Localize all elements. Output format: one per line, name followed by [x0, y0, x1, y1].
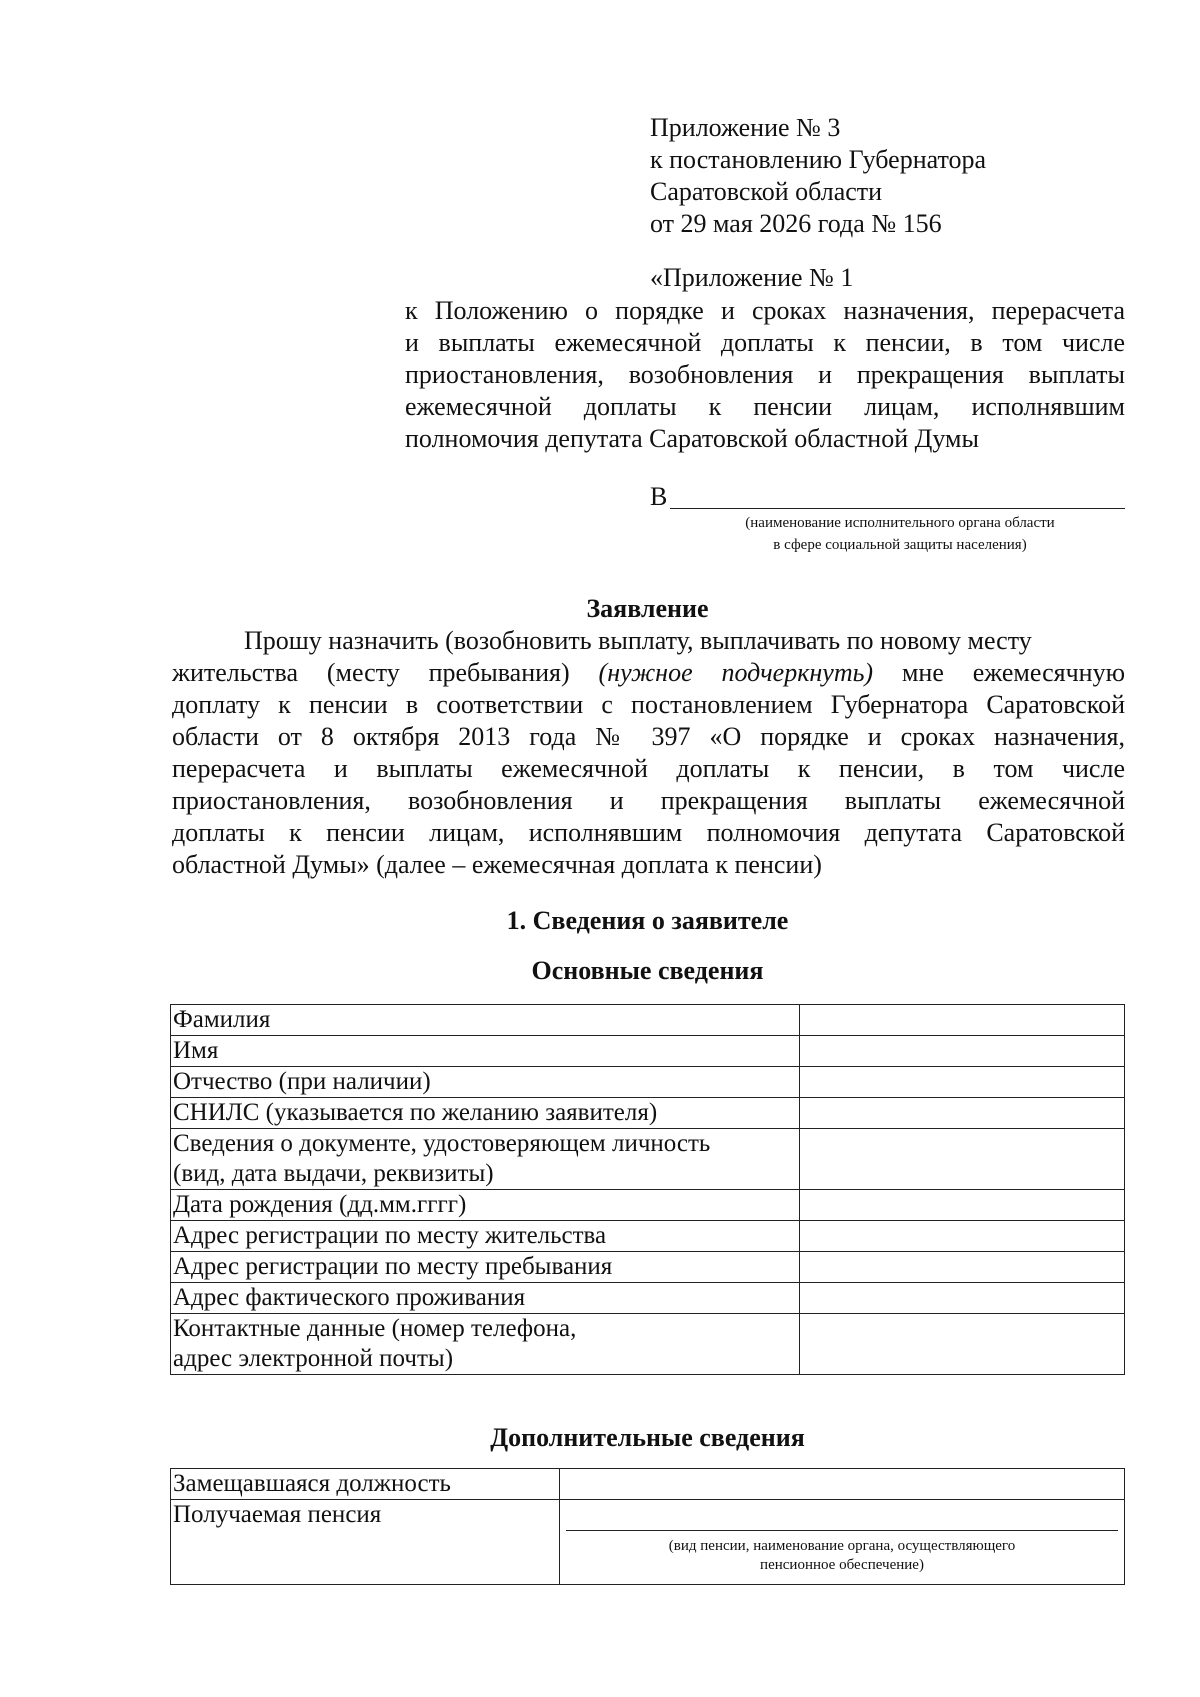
value-cell[interactable]: [800, 1190, 1125, 1221]
basic-info-table: [170, 1004, 1125, 1375]
pension-hint: пенсионное обеспечение): [760, 1557, 924, 1573]
annex-line: Саратовской области: [650, 177, 883, 206]
row-label: Адрес регистрации по месту пребывания: [171, 1252, 800, 1283]
pension-fill-line[interactable]: [566, 1500, 1118, 1531]
table-row: [171, 1221, 1125, 1252]
statement-line: приостановления, возобновления и прекращения выплаты ежемесячной: [172, 786, 1125, 815]
row-label: Замещавшаяся должность: [171, 1469, 560, 1500]
underline-note: (нужное подчеркнуть): [598, 658, 874, 687]
table-row: [171, 1067, 1125, 1098]
row-label: Адрес фактического проживания: [171, 1283, 800, 1314]
extra-info-title: Дополнительные сведения: [490, 1423, 805, 1452]
row-label: Контактные данные (номер телефона, адрес электронной почты): [171, 1314, 800, 1375]
table-row: [171, 1500, 1125, 1585]
table-row: [171, 1036, 1125, 1067]
recipient-fill-line[interactable]: [670, 508, 1125, 509]
value-cell[interactable]: [800, 1005, 1125, 1036]
recipient-hint: (наименование исполнительного органа области: [745, 515, 1055, 531]
table-row: [171, 1098, 1125, 1129]
pension-hint: (вид пенсии, наименование органа, осуществляющего: [668, 1538, 1016, 1554]
statement-line: Прошу назначить (возобновить выплату, выплачивать по новому месту: [244, 626, 1032, 655]
inner-annex-line: и выплаты ежемесячной доплаты к пенсии, в том числе: [405, 328, 1125, 357]
inner-annex-line: полномочия депутата Саратовской областной Думы: [405, 424, 979, 453]
row-label: Получаемая пенсия: [171, 1500, 560, 1585]
inner-annex-line: «Приложение № 1: [650, 263, 854, 292]
row-label: СНИЛС (указывается по желанию заявителя): [171, 1098, 800, 1129]
position-value-cell[interactable]: [560, 1469, 1125, 1500]
value-cell[interactable]: [800, 1067, 1125, 1098]
annex-line: к постановлению Губернатора: [650, 145, 987, 174]
value-cell[interactable]: [800, 1098, 1125, 1129]
section-title: 1. Сведения о заявителе: [506, 906, 789, 935]
inner-annex-line: ежемесячной доплаты к пенсии лицам, исполнявшим: [405, 392, 1125, 421]
basic-info-title: Основные сведения: [531, 956, 764, 985]
statement-title: Заявление: [586, 594, 709, 623]
pension-value-cell[interactable]: [560, 1500, 1125, 1585]
table-row: [171, 1314, 1125, 1375]
value-cell[interactable]: [800, 1283, 1125, 1314]
row-label: Дата рождения (дд.мм.гггг): [171, 1190, 800, 1221]
annex-line: Приложение № 3: [650, 113, 841, 142]
inner-annex-line: приостановления, возобновления и прекращения выплаты: [405, 360, 1125, 389]
annex-line: от 29 мая 2026 года № 156: [650, 209, 942, 238]
row-label: Отчество (при наличии): [171, 1067, 800, 1098]
statement-line: области от 8 октября 2013 года № 397 «О порядке и сроках назначения,: [172, 722, 1125, 751]
table-row: [171, 1252, 1125, 1283]
table-row: [171, 1283, 1125, 1314]
table-row: [171, 1190, 1125, 1221]
value-cell[interactable]: [800, 1252, 1125, 1283]
value-cell[interactable]: [800, 1036, 1125, 1067]
row-label: Имя: [171, 1036, 800, 1067]
table-row: [171, 1469, 1125, 1500]
statement-line: областной Думы» (далее – ежемесячная доплата к пенсии): [172, 850, 822, 879]
recipient-prefix: В: [650, 482, 668, 511]
row-label: Адрес регистрации по месту жительства: [171, 1221, 800, 1252]
table-row: [171, 1129, 1125, 1190]
extra-info-table: [170, 1468, 1125, 1585]
value-cell[interactable]: [800, 1314, 1125, 1375]
statement-line: доплату к пенсии в соответствии с постановлением Губернатора Саратовской: [172, 690, 1125, 719]
statement-line: жительства (месту пребывания) (нужное подчеркнуть) мне ежемесячную: [172, 658, 1125, 687]
value-cell[interactable]: [800, 1221, 1125, 1252]
table-row: [171, 1005, 1125, 1036]
row-label: Фамилия: [171, 1005, 800, 1036]
statement-line: перерасчета и выплаты ежемесячной доплаты к пенсии, в том числе: [172, 754, 1125, 783]
recipient-hint: в сфере социальной защиты населения): [773, 537, 1027, 553]
inner-annex-line: к Положению о порядке и сроках назначения, перерасчета: [405, 296, 1125, 325]
statement-line: доплаты к пенсии лицам, исполнявшим полномочия депутата Саратовской: [172, 818, 1125, 847]
value-cell[interactable]: [800, 1129, 1125, 1190]
row-label: Сведения о документе, удостоверяющем личность (вид, дата выдачи, реквизиты): [171, 1129, 800, 1190]
